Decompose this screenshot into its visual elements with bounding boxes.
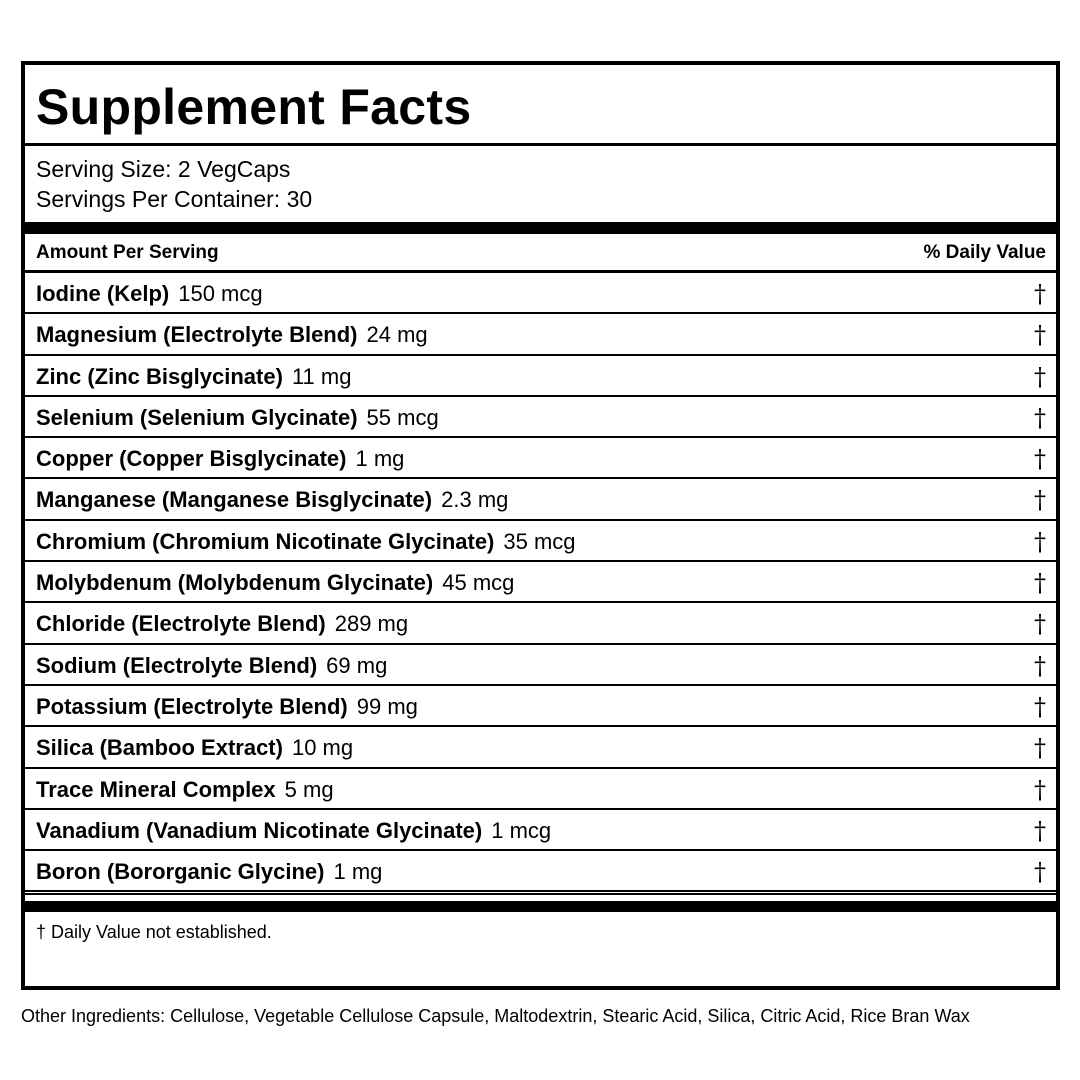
nutrient-entry: [36, 817, 551, 844]
table-row: [25, 769, 1056, 810]
table-row: [25, 314, 1056, 355]
nutrient-amount: 5 mg: [284, 776, 334, 802]
table-row: [25, 562, 1056, 603]
daily-value-dagger: †: [1034, 280, 1046, 308]
daily-value-label: % Daily Value: [923, 242, 1046, 263]
amount-per-serving-label: Amount Per Serving: [36, 242, 219, 263]
nutrient-name: Sodium (Electrolyte Blend): [36, 652, 318, 678]
nutrient-entry: [36, 858, 382, 885]
daily-value-dagger: †: [1034, 858, 1046, 887]
nutrient-entry: [36, 652, 387, 679]
nutrient-name: Silica (Bamboo Extract): [36, 735, 283, 761]
serving-size: Serving Size: 2 VegCaps: [36, 156, 291, 182]
nutrient-entry: [36, 363, 351, 390]
table-row: [25, 356, 1056, 397]
daily-value-dagger: †: [1034, 775, 1046, 804]
table-row: [25, 645, 1056, 686]
nutrient-entry: [36, 280, 263, 307]
nutrient-name: Boron (Bororganic Glycine): [36, 859, 325, 885]
supplement-facts-panel: [21, 61, 1060, 990]
nutrient-name: Trace Mineral Complex: [36, 776, 276, 802]
serving-info: [25, 146, 1056, 225]
nutrient-amount: 99 mg: [356, 693, 418, 719]
nutrient-amount: 150 mcg: [178, 281, 263, 306]
nutrient-name: Selenium (Selenium Glycinate): [36, 404, 358, 430]
table-row: [25, 521, 1056, 562]
daily-value-dagger: †: [1034, 816, 1046, 845]
panel-title-bar: [25, 65, 1056, 146]
daily-value-dagger: †: [1034, 569, 1046, 598]
nutrient-entry: [36, 404, 439, 431]
nutrient-name: Potassium (Electrolyte Blend): [36, 693, 348, 719]
nutrient-amount: 69 mg: [326, 652, 388, 678]
nutrient-rows: [25, 273, 1056, 892]
nutrient-amount: 1 mg: [355, 446, 405, 472]
nutrient-amount: 45 mcg: [442, 570, 515, 596]
table-row: [25, 686, 1056, 727]
daily-value-dagger: †: [1034, 403, 1046, 432]
table-row: [25, 851, 1056, 892]
daily-value-dagger: †: [1034, 651, 1046, 680]
nutrient-name: Iodine (Kelp): [36, 281, 170, 306]
nutrient-amount: 24 mg: [366, 322, 428, 348]
nutrient-entry: [36, 734, 353, 761]
nutrient-name: Zinc (Zinc Bisglycinate): [36, 363, 283, 389]
daily-value-dagger: †: [1034, 362, 1046, 391]
nutrient-entry: [36, 693, 418, 720]
nutrient-entry: [36, 321, 428, 348]
daily-value-dagger: †: [1034, 610, 1046, 639]
nutrient-amount: 2.3 mg: [441, 487, 509, 513]
nutrient-name: Chromium (Chromium Nicotinate Glycinate): [36, 528, 495, 554]
nutrient-entry: [36, 486, 508, 513]
nutrient-entry: [36, 445, 404, 472]
column-header: [25, 234, 1056, 273]
thick-divider-bottom: [25, 901, 1056, 912]
nutrient-name: Copper (Copper Bisglycinate): [36, 446, 347, 472]
daily-value-dagger: †: [1034, 527, 1046, 556]
table-row: [25, 727, 1056, 768]
other-ingredients: Other Ingredients: Cellulose, Vegetable Cellulose Capsule, Maltodextrin, Stearic Acid, Silica, Citric Acid, Rice Bran Wax: [21, 1006, 970, 1026]
thin-divider-bottom: [25, 893, 1056, 895]
nutrient-amount: 35 mcg: [503, 528, 576, 554]
table-row: [25, 479, 1056, 520]
table-row: [25, 273, 1056, 314]
daily-value-dagger: †: [1034, 734, 1046, 763]
nutrient-amount: 10 mg: [291, 735, 354, 761]
table-row: [25, 438, 1056, 479]
nutrient-amount: 1 mcg: [491, 817, 552, 843]
table-row: [25, 603, 1056, 644]
nutrient-amount: 289 mg: [334, 611, 409, 637]
table-row: [25, 810, 1056, 851]
nutrient-name: Molybdenum (Molybdenum Glycinate): [36, 570, 434, 596]
nutrient-name: Manganese (Manganese Bisglycinate): [36, 487, 433, 513]
nutrient-amount: 1 mg: [333, 859, 383, 885]
daily-value-dagger: †: [1034, 321, 1046, 350]
nutrient-name: Vanadium (Vanadium Nicotinate Glycinate): [36, 817, 483, 843]
nutrient-name: Magnesium (Electrolyte Blend): [36, 322, 358, 348]
nutrient-amount: 11 mg: [291, 363, 352, 389]
nutrient-entry: [36, 610, 408, 637]
nutrient-name: Chloride (Electrolyte Blend): [36, 611, 326, 637]
daily-value-dagger: †: [1034, 486, 1046, 515]
nutrient-entry: [36, 528, 576, 555]
servings-per-container: Servings Per Container: 30: [36, 186, 313, 212]
footnote: † Daily Value not established.: [36, 922, 272, 942]
nutrient-amount: 55 mcg: [366, 404, 439, 430]
nutrient-entry: [36, 776, 334, 803]
daily-value-dagger: †: [1034, 692, 1046, 721]
daily-value-dagger: †: [1034, 445, 1046, 474]
nutrient-entry: [36, 569, 514, 596]
table-row: [25, 397, 1056, 438]
panel-title: Supplement Facts: [36, 79, 472, 135]
thick-divider-top: [25, 222, 1056, 234]
